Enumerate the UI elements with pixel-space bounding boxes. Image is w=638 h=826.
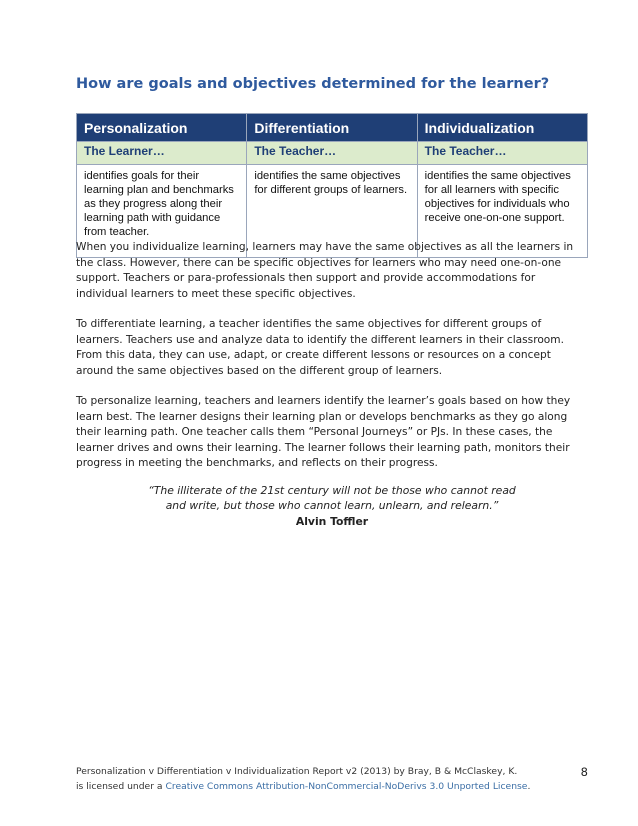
license-link[interactable]: Creative Commons Attribution-NonCommercial-NoDerivs 3.0 Unported License bbox=[165, 780, 528, 792]
cell-differentiation: identifies the same objectives for different groups of learners. bbox=[247, 165, 417, 258]
paragraph-differentiate: To differentiate learning, a teacher identifies the same objectives for different groups of learners. Teachers use and analyze data to identify the different learners in their classroom. From this data, they can use, adapt, or create different lessons or resources on a concept around the same objectives based on the different group of learners. bbox=[76, 317, 564, 377]
footer-citation: Personalization v Differentiation v Individualization Report v2 (2013) by Bray, B & McClaskey, K. bbox=[76, 766, 518, 777]
subheader-learner: The Learner… bbox=[77, 142, 247, 165]
footer-license-prefix: is licensed under a bbox=[76, 780, 166, 792]
page-heading: How are goals and objectives determined for the learner? bbox=[76, 76, 550, 92]
cell-personalization: identifies goals for their learning plan and benchmarks as they progress along their learning path with guidance from teacher. bbox=[77, 165, 247, 258]
page-number: 8 bbox=[580, 765, 588, 779]
footer bbox=[76, 765, 588, 794]
body-text bbox=[76, 240, 588, 487]
subheader-teacher-individualization: The Teacher… bbox=[417, 142, 587, 165]
comparison-table bbox=[76, 113, 588, 258]
header-individualization: Individualization bbox=[417, 114, 587, 142]
header-differentiation: Differentiation bbox=[247, 114, 417, 142]
footer-license-line bbox=[76, 780, 588, 795]
table-header-row bbox=[77, 114, 588, 142]
quote-author: Alvin Toffler bbox=[295, 514, 369, 528]
quote-line-1: “The illiterate of the 21st century will not be those who cannot read bbox=[148, 484, 516, 497]
cell-individualization: identifies the same objectives for all learners with specific objectives for individuals who receive one-on-one support. bbox=[417, 165, 587, 258]
footer-license-suffix: . bbox=[527, 780, 531, 792]
paragraph-personalize: To personalize learning, teachers and learners identify the learner’s goals based on how they learn best. The learner designs their learning plan or develops benchmarks as they go along their learning path. One teacher calls them “Personal Journeys” or PJs. In these cases, the learner drives and owns their learning. The learner follows their learning path, monitors their progress in meeting the benchmarks, and reflects on their progress. bbox=[76, 394, 571, 470]
quote-block bbox=[76, 483, 588, 529]
table-subheader-row bbox=[77, 142, 588, 165]
header-personalization: Personalization bbox=[77, 114, 247, 142]
subheader-teacher-differentiation: The Teacher… bbox=[247, 142, 417, 165]
paragraph-individualize: When you individualize learning, learners may have the same objectives as all the learners in the class. However, there can be specific objectives for learners who may need one-on-one support. Teachers or para-professionals then support and provide accommodations for individual learners to meet these specific objectives. bbox=[76, 241, 574, 300]
quote-line-2: and write, but those who cannot learn, unlearn, and relearn.” bbox=[165, 499, 499, 513]
